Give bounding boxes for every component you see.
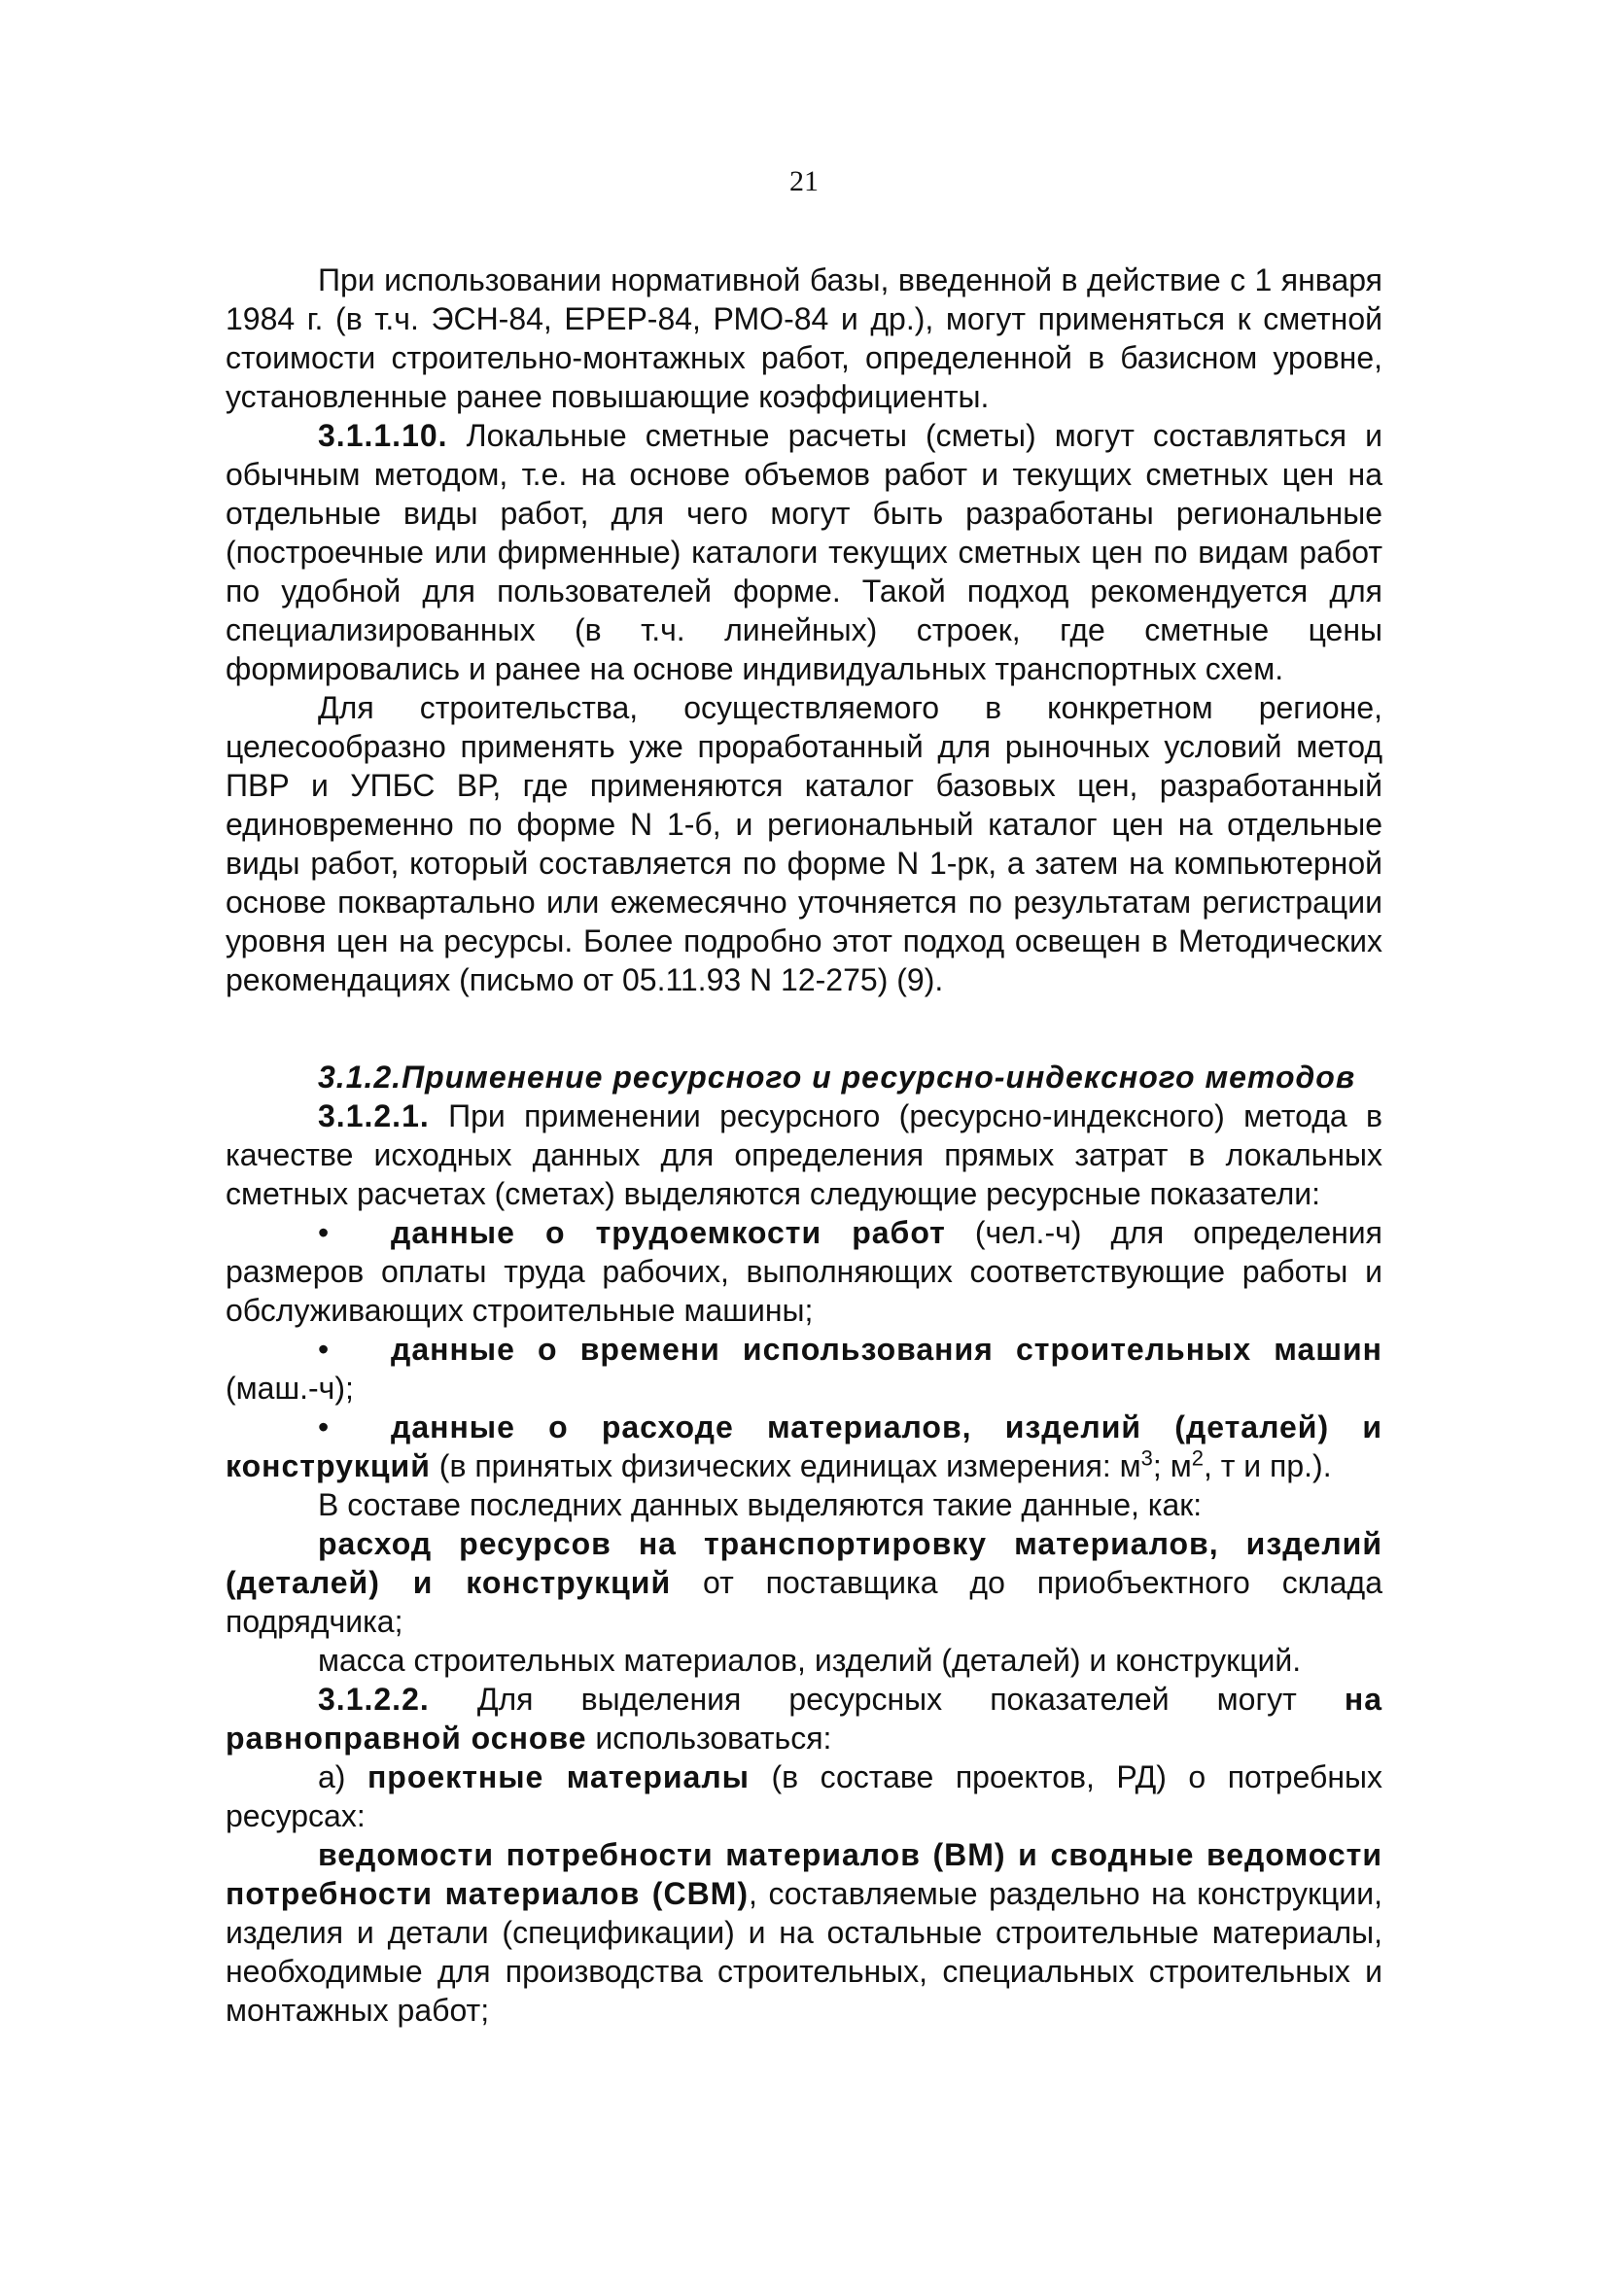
- list-item-bold: данные о трудоемкости работ: [391, 1215, 946, 1250]
- list-item-bold: данные о времени использования строительных машин: [391, 1332, 1382, 1367]
- clause-number: 3.1.2.2.: [318, 1682, 430, 1717]
- list-item-machines: [226, 1330, 1382, 1408]
- paragraph-bold: на равноправной основе: [226, 1682, 1382, 1756]
- paragraph-transport-resources: [226, 1524, 1382, 1641]
- paragraph-text: а): [318, 1759, 367, 1794]
- paragraph-mass: масса строительных материалов, изделий (деталей) и конструкций.: [318, 1643, 1302, 1678]
- paragraph-3-1-1-10: [226, 416, 1382, 688]
- paragraph-3-1-2-2: [226, 1680, 1382, 1757]
- list-item-bold: данные о расходе материалов, изделий (деталей) и конструкций: [226, 1409, 1382, 1483]
- list-item-labor: [226, 1213, 1382, 1330]
- paragraph-bold: проектные материалы: [367, 1759, 750, 1794]
- paragraph-text: (в составе проектов, РД) о потребных ресурсах:: [226, 1759, 1383, 1833]
- page-number: 21: [789, 165, 819, 197]
- paragraph-project-materials: [226, 1757, 1382, 1835]
- paragraph-text: , составляемые раздельно на конструкции, изделия и детали (спецификации) и на остальные строительные материалы, необходимые для производства строительных, специальных строительных и монтажных работ;: [226, 1876, 1383, 2028]
- paragraph-text: от поставщика до приобъектного склада подрядчика;: [226, 1565, 1383, 1639]
- list-item-text: (в принятых физических единицах измерения: м: [430, 1448, 1141, 1483]
- bullet-icon: •: [318, 1409, 330, 1444]
- paragraph-regional-construction: Для строительства, осуществляемого в конкретном регионе, целесообразно применять уже проработанный для рыночных условий метод ПВР и УПБС ВР, где применяются каталог базовых цен, разработанный единовременно по форме N 1-б, и региональный каталог цен на отдельные виды работ, который составляется по форме N 1-рк, а затем на компьютерной основе поквартально или ежемесячно уточняется по результатам регистрации уровня цен на ресурсы. Более подробно этот подход освещен в Методических рекомендациях (письмо от 05.11.93 N 12-275) (9).: [226, 690, 1382, 997]
- paragraph-bold: расход ресурсов на транспортировку материалов, изделий (деталей) и конструкций: [226, 1526, 1382, 1600]
- paragraph-statements: [226, 1835, 1382, 2030]
- paragraph-text: Для выделения ресурсных показателей могут: [429, 1682, 1345, 1717]
- paragraph-text: При применении ресурсного (ресурсно-индексного) метода в качестве исходных данных для определения прямых затрат в локальных сметных расчетах (сметах) выделяются следующие ресурсные показатели:: [226, 1098, 1382, 1211]
- paragraph-text: Локальные сметные расчеты (сметы) могут составляться и обычным методом, т.е. на основе объемов работ и текущих сметных цен на отдельные виды работ, для чего могут быть разработаны региональные (построечные или фирменные) каталоги текущих сметных цен по видам работ по удобной для пользователей форме. Такой подход рекомендуется для специализированных (в т.ч. линейных) строек, где сметные цены формировались и ранее на основе индивидуальных транспортных схем.: [226, 418, 1382, 686]
- document-body: [226, 261, 1382, 2030]
- section-heading-3-1-2: 3.1.2.Применение ресурсного и ресурсно-индексного методов: [318, 1060, 1356, 1095]
- list-item-text: ; м: [1152, 1448, 1192, 1483]
- superscript: 2: [1191, 1445, 1204, 1471]
- paragraph-base-coefficients: При использовании нормативной базы, введенной в действие с 1 января 1984 г. (в т.ч. ЭСН-84, ЕРЕР-84, РМО-84 и др.), могут применяться к сметной стоимости строительно-монтажных работ, определенной в базисном уровне, установленные ранее повышающие коэффициенты.: [226, 262, 1382, 414]
- bullet-icon: •: [318, 1332, 330, 1367]
- list-item-text: , т и пр.).: [1203, 1448, 1332, 1483]
- list-item-text: (маш.-ч);: [226, 1371, 354, 1406]
- paragraph-bold: ведомости потребности материалов (ВМ) и сводные ведомости потребности материалов (СВМ): [226, 1837, 1382, 1911]
- clause-number: 3.1.2.1.: [318, 1098, 430, 1133]
- list-item-text: (чел.-ч) для определения размеров оплаты труда рабочих, выполняющих соответствующие работы и обслуживающих строительные машины;: [226, 1215, 1383, 1328]
- list-item-materials: [226, 1408, 1382, 1485]
- paragraph-text: использоваться:: [586, 1721, 832, 1756]
- paragraph-data-composition: В составе последних данных выделяются такие данные, как:: [318, 1487, 1203, 1522]
- bullet-icon: •: [318, 1215, 330, 1250]
- paragraph-3-1-2-1: [226, 1096, 1382, 1213]
- superscript: 3: [1140, 1445, 1153, 1471]
- clause-number: 3.1.1.10.: [318, 418, 448, 453]
